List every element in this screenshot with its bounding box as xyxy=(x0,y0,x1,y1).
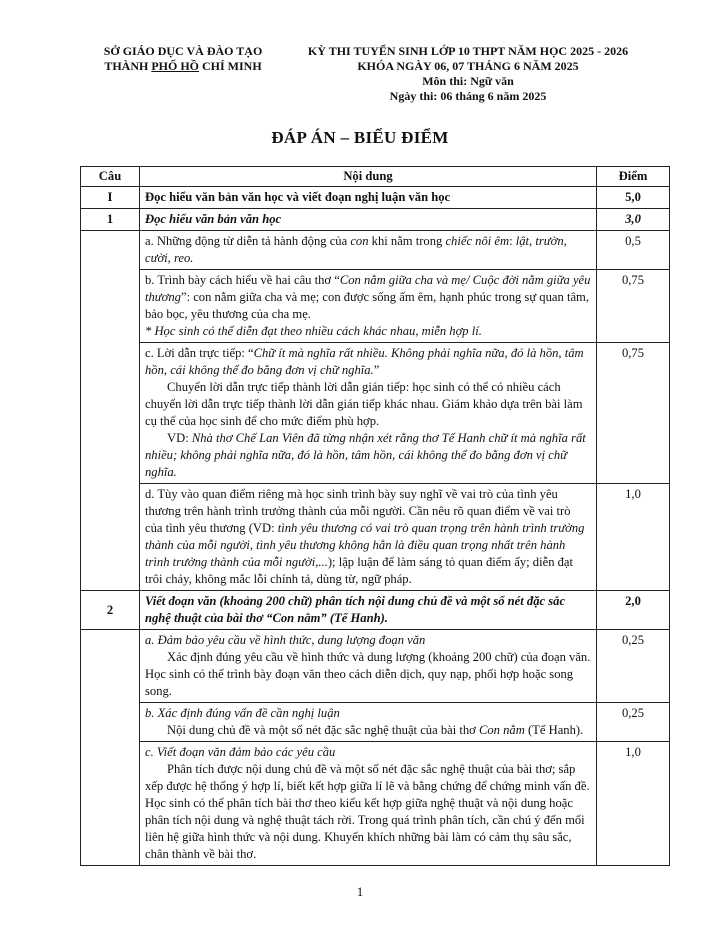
q1b-post: ”: con nằm giữa cha và mẹ; con được sống ấm êm, hạnh phúc trong sự quan tâm, bảo bọc, yêu thương của cha mẹ. xyxy=(145,290,589,321)
q2b-body-it: Con nằm xyxy=(478,723,525,737)
q1-number: 1 xyxy=(81,209,140,231)
department-line-2 xyxy=(88,59,278,74)
q1c-it1: Chữ ít mà nghĩa rất nhiều. Không phải nghĩa nữa, đó là hồn, tâm hồn, cái không thể đo bằng đơn vị chữ nghĩa. xyxy=(145,346,584,377)
q2-sub-cau-cell xyxy=(81,630,140,866)
q1a-content xyxy=(140,231,597,270)
table-row xyxy=(81,209,670,231)
page-title: ĐÁP ÁN – BIỂU ĐIỂM xyxy=(271,128,449,147)
section-1-number: I xyxy=(81,187,140,209)
dept-line2-post: CHÍ MINH xyxy=(199,59,262,73)
table-row xyxy=(81,187,670,209)
q1d-content xyxy=(140,484,597,591)
q1a-it1: con xyxy=(350,234,369,248)
table-row xyxy=(81,343,670,484)
header-diem: Điểm xyxy=(597,167,670,187)
exam-subject: Môn thi: Ngữ văn xyxy=(422,74,514,88)
exam-test-date: Ngày thi: 06 tháng 6 năm 2025 xyxy=(389,89,547,103)
dept-line2-pre: THÀNH xyxy=(104,59,152,73)
q2b-points: 0,25 xyxy=(597,703,670,742)
q2-points: 2,0 xyxy=(597,591,670,630)
table-row xyxy=(81,231,670,270)
section-1-title: Đọc hiểu văn bản văn học và viết đoạn nghị luận văn học xyxy=(140,187,597,209)
q1b-it1: Con nằm giữa cha và mẹ/ Cuộc đời nằm giữa yêu thương xyxy=(145,273,591,304)
q2a-points: 0,25 xyxy=(597,630,670,703)
q2c-points: 1,0 xyxy=(597,742,670,866)
header-noi-dung: Nội dung xyxy=(140,167,597,187)
q1c-p3-pre: VD: xyxy=(167,431,192,445)
q2c-body: Phân tích được nội dung chủ đề và một số nét đặc sắc nghệ thuật của bài thơ; sắp xếp được hệ thống ý hợp lí, biết kết hợp giữa lí lẽ và bằng chứng để chứng minh vấn đề. Học sinh có thể phân tích bài thơ theo kiểu kết hợp giữa nghệ thuật và nội dung hoặc phân tích nội dung và nghệ thuật tách rời. Trong quá trình phân tích, cần chú ý đến mối liên hệ giữa hình thức và nội dung. Khuyến khích những bài làm có cảm thụ sâu sắc, chân thành về bài thơ. xyxy=(145,762,590,861)
table-row xyxy=(81,742,670,866)
table-row xyxy=(81,591,670,630)
header-cau: Câu xyxy=(81,167,140,187)
q1a-it3: lật, trườn, cười, reo. xyxy=(145,234,567,265)
q1a-pre: a. Những động từ diễn tả hành động của xyxy=(145,234,351,248)
department-header xyxy=(88,44,278,74)
q1b-points: 0,75 xyxy=(597,270,670,343)
exam-date: KHÓA NGÀY 06, 07 THÁNG 6 NĂM 2025 xyxy=(357,59,579,73)
table-header-row xyxy=(81,167,670,187)
table-row xyxy=(81,630,670,703)
q1d-pre: d. Tùy vào quan điểm riêng mà học sinh trình bày suy nghĩ về vai trò của tình yêu thương trên hành trình trưởng thành của mỗi người. Cần nêu rõ quan điểm về vai trò của tình yêu thương (VD: xyxy=(145,487,571,535)
page-number: 1 xyxy=(356,884,364,899)
table-row xyxy=(81,484,670,591)
q2a-content xyxy=(140,630,597,703)
q1c-content xyxy=(140,343,597,484)
table-row xyxy=(81,270,670,343)
q2-title: Viết đoạn văn (khoảng 200 chữ) phân tích nội dung chủ đề và một số nét đặc sắc nghệ thuật của bài thơ “Con nằm” (Tế Hanh). xyxy=(140,591,597,630)
q1c-p2: Chuyển lời dẫn trực tiếp thành lời dẫn gián tiếp: học sinh có thể có nhiều cách chuyển lời dẫn trực tiếp thành lời dẫn gián tiếp khác nhau. Giám khảo dựa trên bài làm cụ thể của học sinh để cho mức điểm phù hợp. xyxy=(145,380,583,428)
q1c-p3-it: Nhà thơ Chế Lan Viên đã từng nhận xét rằng thơ Tế Hanh chữ ít mà nghĩa rất nhiều; không phải nghĩa nữa, đó là hồn, tâm hồn, cái không thể đo bằng đơn vị chữ nghĩa. xyxy=(145,431,586,479)
q1a-mid: khi nằm trong xyxy=(368,234,446,248)
department-line-1: SỞ GIÁO DỤC VÀ ĐÀO TẠO xyxy=(103,44,263,58)
q2c-head: c. Viết đoạn văn đảm bảo các yêu cầu xyxy=(145,745,336,759)
q2a-body: Xác định đúng yêu cầu về hình thức và dung lượng (khoảng 200 chữ) của đoạn văn. Học sinh có thể trình bày đoạn văn theo cách diễn dịch, quy nạp, phối hợp hoặc song song. xyxy=(145,650,591,698)
q1-points: 3,0 xyxy=(597,209,670,231)
q1c-post: ” xyxy=(373,363,380,377)
q2a-head: a. Đảm bảo yêu cầu về hình thức, dung lượng đoạn văn xyxy=(145,633,426,647)
q2-number: 2 xyxy=(81,591,140,630)
q1c-pre: c. Lời dẫn trực tiếp: “ xyxy=(145,346,254,360)
q1c-points: 0,75 xyxy=(597,343,670,484)
q1d-points: 1,0 xyxy=(597,484,670,591)
dept-line2-underlined: PHỐ HỒ xyxy=(151,59,199,73)
q1b-pre: b. Trình bày cách hiểu về hai câu thơ “ xyxy=(145,273,340,287)
q1b-note: * Học sinh có thể diễn đạt theo nhiều cách khác nhau, miễn hợp lí. xyxy=(145,324,482,338)
q1b-content xyxy=(140,270,597,343)
table-row xyxy=(81,703,670,742)
q2c-content xyxy=(140,742,597,866)
exam-title: KỲ THI TUYỂN SINH LỚP 10 THPT NĂM HỌC 2025 - 2026 xyxy=(307,44,629,58)
section-1-points: 5,0 xyxy=(597,187,670,209)
q2b-body-post: (Tế Hanh). xyxy=(524,723,584,737)
q1a-it2: chiếc nôi êm xyxy=(445,234,510,248)
q1d-post: ); lập luận để làm sáng tỏ quan điểm ấy; diễn đạt trôi chảy, không mắc lỗi chính tả, dùng từ, ngữ pháp. xyxy=(145,555,574,586)
q2b-head: b. Xác định đúng vấn đề cần nghị luận xyxy=(145,706,340,720)
answer-table xyxy=(80,166,670,866)
q1-sub-cau-cell xyxy=(81,231,140,591)
q2b-body-pre: Nội dung chủ đề và một số nét đặc sắc nghệ thuật của bài thơ xyxy=(167,723,479,737)
q1a-points: 0,5 xyxy=(597,231,670,270)
q1a-post: : xyxy=(509,234,516,248)
q2b-content xyxy=(140,703,597,742)
q1d-it1: tình yêu thương có vai trò quan trọng trên hành trình trưởng thành của mỗi người, tình yêu thương không hẳn là điều quan trọng nhất trên hành trình trưởng thành của mỗi người,... xyxy=(145,521,585,569)
q1-title: Đọc hiểu văn bản văn học xyxy=(140,209,597,231)
exam-header xyxy=(278,44,658,104)
